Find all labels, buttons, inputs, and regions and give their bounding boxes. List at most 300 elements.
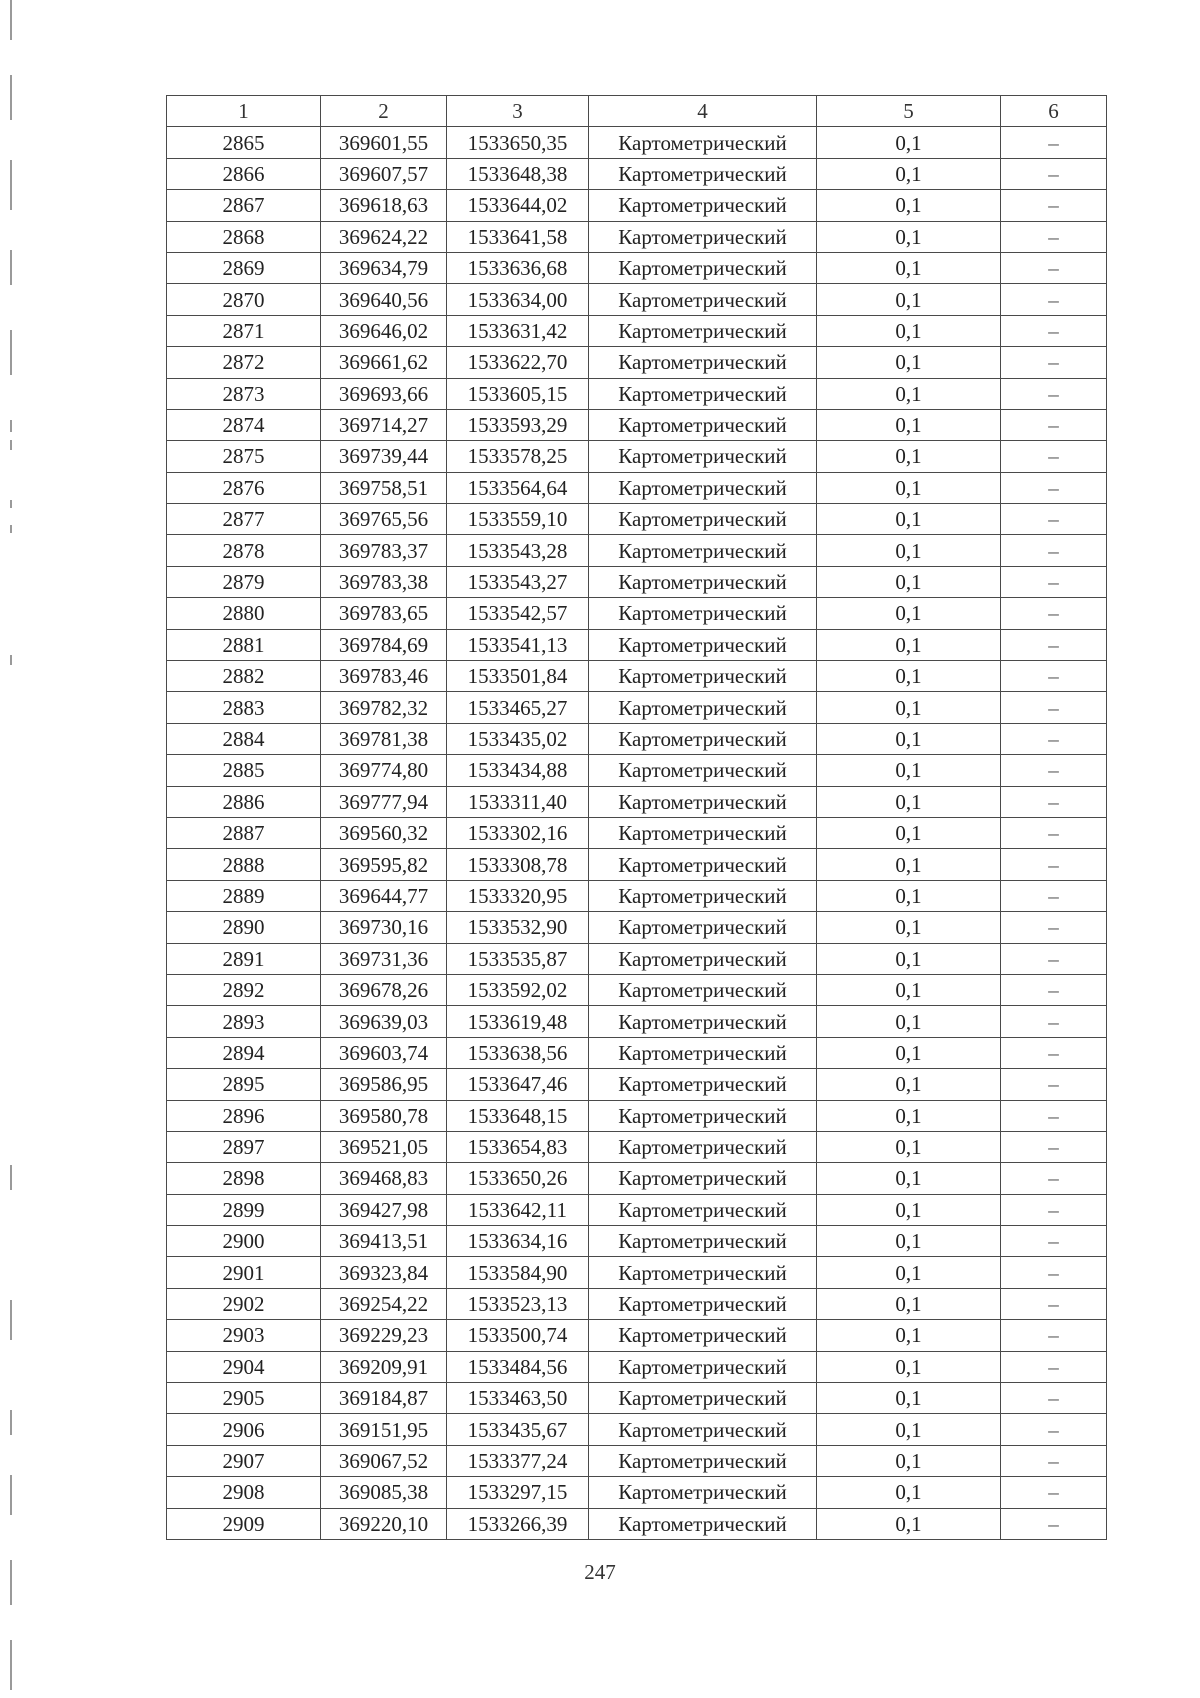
method-cell: Картометрический	[589, 1163, 817, 1194]
table-row	[167, 1069, 1107, 1100]
column-header: 6	[1001, 96, 1107, 127]
table-row	[167, 190, 1107, 221]
point-number-cell: 2906	[167, 1414, 321, 1445]
note-cell: –	[1001, 409, 1107, 440]
note-cell: –	[1001, 912, 1107, 943]
note-cell: –	[1001, 284, 1107, 315]
point-number-cell: 2897	[167, 1131, 321, 1162]
table-row	[167, 755, 1107, 786]
point-number-cell: 2880	[167, 598, 321, 629]
y-coordinate-cell: 1533308,78	[447, 849, 589, 880]
point-number-cell: 2908	[167, 1477, 321, 1508]
table-row	[167, 378, 1107, 409]
method-cell: Картометрический	[589, 409, 817, 440]
method-cell: Картометрический	[589, 1477, 817, 1508]
accuracy-cell: 0,1	[817, 1508, 1001, 1539]
y-coordinate-cell: 1533648,15	[447, 1100, 589, 1131]
point-number-cell: 2879	[167, 566, 321, 597]
method-cell: Картометрический	[589, 1508, 817, 1539]
note-cell: –	[1001, 378, 1107, 409]
table-row	[167, 1006, 1107, 1037]
note-cell: –	[1001, 1288, 1107, 1319]
method-cell: Картометрический	[589, 1257, 817, 1288]
x-coordinate-cell: 369777,94	[321, 786, 447, 817]
y-coordinate-cell: 1533578,25	[447, 441, 589, 472]
point-number-cell: 2869	[167, 252, 321, 283]
x-coordinate-cell: 369714,27	[321, 409, 447, 440]
x-coordinate-cell: 369607,57	[321, 158, 447, 189]
column-header: 3	[447, 96, 589, 127]
table-row	[167, 817, 1107, 848]
note-cell: –	[1001, 535, 1107, 566]
table-row	[167, 943, 1107, 974]
method-cell: Картометрический	[589, 504, 817, 535]
table-row	[167, 252, 1107, 283]
method-cell: Картометрический	[589, 535, 817, 566]
y-coordinate-cell: 1533642,11	[447, 1194, 589, 1225]
accuracy-cell: 0,1	[817, 912, 1001, 943]
table-row	[167, 723, 1107, 754]
accuracy-cell: 0,1	[817, 566, 1001, 597]
y-coordinate-cell: 1533435,02	[447, 723, 589, 754]
point-number-cell: 2887	[167, 817, 321, 848]
accuracy-cell: 0,1	[817, 190, 1001, 221]
note-cell: –	[1001, 221, 1107, 252]
y-coordinate-cell: 1533501,84	[447, 661, 589, 692]
x-coordinate-cell: 369783,65	[321, 598, 447, 629]
accuracy-cell: 0,1	[817, 943, 1001, 974]
table-row	[167, 441, 1107, 472]
accuracy-cell: 0,1	[817, 692, 1001, 723]
point-number-cell: 2899	[167, 1194, 321, 1225]
x-coordinate-cell: 369580,78	[321, 1100, 447, 1131]
point-number-cell: 2892	[167, 974, 321, 1005]
method-cell: Картометрический	[589, 252, 817, 283]
table-row	[167, 1414, 1107, 1445]
page-number: 247	[584, 1560, 616, 1584]
point-number-cell: 2883	[167, 692, 321, 723]
x-coordinate-cell: 369560,32	[321, 817, 447, 848]
y-coordinate-cell: 1533593,29	[447, 409, 589, 440]
table-row	[167, 974, 1107, 1005]
table-row	[167, 1037, 1107, 1068]
table-row	[167, 1445, 1107, 1476]
method-cell: Картометрический	[589, 755, 817, 786]
table-row	[167, 849, 1107, 880]
note-cell: –	[1001, 1069, 1107, 1100]
point-number-cell: 2907	[167, 1445, 321, 1476]
y-coordinate-cell: 1533636,68	[447, 252, 589, 283]
method-cell: Картометрический	[589, 723, 817, 754]
note-cell: –	[1001, 1163, 1107, 1194]
accuracy-cell: 0,1	[817, 786, 1001, 817]
table-row	[167, 1100, 1107, 1131]
table-row	[167, 472, 1107, 503]
point-number-cell: 2909	[167, 1508, 321, 1539]
coordinates-table	[166, 95, 1107, 1540]
x-coordinate-cell: 369731,36	[321, 943, 447, 974]
note-cell: –	[1001, 1414, 1107, 1445]
method-cell: Картометрический	[589, 566, 817, 597]
point-number-cell: 2884	[167, 723, 321, 754]
note-cell: –	[1001, 1226, 1107, 1257]
y-coordinate-cell: 1533559,10	[447, 504, 589, 535]
note-cell: –	[1001, 1508, 1107, 1539]
y-coordinate-cell: 1533266,39	[447, 1508, 589, 1539]
table-row	[167, 1194, 1107, 1225]
accuracy-cell: 0,1	[817, 1445, 1001, 1476]
note-cell: –	[1001, 1320, 1107, 1351]
note-cell: –	[1001, 315, 1107, 346]
y-coordinate-cell: 1533523,13	[447, 1288, 589, 1319]
point-number-cell: 2881	[167, 629, 321, 660]
note-cell: –	[1001, 566, 1107, 597]
y-coordinate-cell: 1533463,50	[447, 1383, 589, 1414]
note-cell: –	[1001, 441, 1107, 472]
method-cell: Картометрический	[589, 1037, 817, 1068]
accuracy-cell: 0,1	[817, 817, 1001, 848]
note-cell: –	[1001, 880, 1107, 911]
method-cell: Картометрический	[589, 1414, 817, 1445]
x-coordinate-cell: 369521,05	[321, 1131, 447, 1162]
y-coordinate-cell: 1533564,64	[447, 472, 589, 503]
point-number-cell: 2903	[167, 1320, 321, 1351]
x-coordinate-cell: 369646,02	[321, 315, 447, 346]
y-coordinate-cell: 1533605,15	[447, 378, 589, 409]
note-cell: –	[1001, 1006, 1107, 1037]
table-row	[167, 504, 1107, 535]
column-header: 1	[167, 96, 321, 127]
y-coordinate-cell: 1533644,02	[447, 190, 589, 221]
method-cell: Картометрический	[589, 378, 817, 409]
point-number-cell: 2867	[167, 190, 321, 221]
point-number-cell: 2900	[167, 1226, 321, 1257]
accuracy-cell: 0,1	[817, 1226, 1001, 1257]
y-coordinate-cell: 1533592,02	[447, 974, 589, 1005]
accuracy-cell: 0,1	[817, 629, 1001, 660]
note-cell: –	[1001, 755, 1107, 786]
method-cell: Картометрический	[589, 1069, 817, 1100]
method-cell: Картометрический	[589, 158, 817, 189]
table-header-row	[167, 96, 1107, 127]
table-body	[167, 127, 1107, 1540]
table-row	[167, 629, 1107, 660]
note-cell: –	[1001, 1037, 1107, 1068]
x-coordinate-cell: 369783,46	[321, 661, 447, 692]
method-cell: Картометрический	[589, 1320, 817, 1351]
table-row	[167, 315, 1107, 346]
x-coordinate-cell: 369784,69	[321, 629, 447, 660]
method-cell: Картометрический	[589, 127, 817, 158]
x-coordinate-cell: 369067,52	[321, 1445, 447, 1476]
accuracy-cell: 0,1	[817, 472, 1001, 503]
accuracy-cell: 0,1	[817, 755, 1001, 786]
accuracy-cell: 0,1	[817, 1383, 1001, 1414]
accuracy-cell: 0,1	[817, 347, 1001, 378]
accuracy-cell: 0,1	[817, 723, 1001, 754]
method-cell: Картометрический	[589, 1288, 817, 1319]
y-coordinate-cell: 1533535,87	[447, 943, 589, 974]
note-cell: –	[1001, 849, 1107, 880]
point-number-cell: 2889	[167, 880, 321, 911]
note-cell: –	[1001, 692, 1107, 723]
note-cell: –	[1001, 504, 1107, 535]
x-coordinate-cell: 369783,38	[321, 566, 447, 597]
note-cell: –	[1001, 190, 1107, 221]
accuracy-cell: 0,1	[817, 409, 1001, 440]
x-coordinate-cell: 369254,22	[321, 1288, 447, 1319]
method-cell: Картометрический	[589, 817, 817, 848]
point-number-cell: 2870	[167, 284, 321, 315]
x-coordinate-cell: 369739,44	[321, 441, 447, 472]
note-cell: –	[1001, 1445, 1107, 1476]
y-coordinate-cell: 1533619,48	[447, 1006, 589, 1037]
point-number-cell: 2866	[167, 158, 321, 189]
point-number-cell: 2871	[167, 315, 321, 346]
note-cell: –	[1001, 817, 1107, 848]
point-number-cell: 2895	[167, 1069, 321, 1100]
y-coordinate-cell: 1533654,83	[447, 1131, 589, 1162]
note-cell: –	[1001, 786, 1107, 817]
accuracy-cell: 0,1	[817, 1414, 1001, 1445]
table-row	[167, 692, 1107, 723]
note-cell: –	[1001, 661, 1107, 692]
point-number-cell: 2891	[167, 943, 321, 974]
y-coordinate-cell: 1533434,88	[447, 755, 589, 786]
y-coordinate-cell: 1533650,35	[447, 127, 589, 158]
table-row	[167, 284, 1107, 315]
point-number-cell: 2902	[167, 1288, 321, 1319]
x-coordinate-cell: 369678,26	[321, 974, 447, 1005]
y-coordinate-cell: 1533622,70	[447, 347, 589, 378]
accuracy-cell: 0,1	[817, 1006, 1001, 1037]
x-coordinate-cell: 369595,82	[321, 849, 447, 880]
method-cell: Картометрический	[589, 1006, 817, 1037]
point-number-cell: 2886	[167, 786, 321, 817]
x-coordinate-cell: 369661,62	[321, 347, 447, 378]
y-coordinate-cell: 1533647,46	[447, 1069, 589, 1100]
accuracy-cell: 0,1	[817, 849, 1001, 880]
x-coordinate-cell: 369765,56	[321, 504, 447, 535]
column-header: 5	[817, 96, 1001, 127]
note-cell: –	[1001, 1383, 1107, 1414]
accuracy-cell: 0,1	[817, 315, 1001, 346]
x-coordinate-cell: 369323,84	[321, 1257, 447, 1288]
accuracy-cell: 0,1	[817, 127, 1001, 158]
point-number-cell: 2901	[167, 1257, 321, 1288]
accuracy-cell: 0,1	[817, 252, 1001, 283]
y-coordinate-cell: 1533311,40	[447, 786, 589, 817]
point-number-cell: 2890	[167, 912, 321, 943]
table-row	[167, 912, 1107, 943]
y-coordinate-cell: 1533634,00	[447, 284, 589, 315]
table-row	[167, 1508, 1107, 1539]
point-number-cell: 2898	[167, 1163, 321, 1194]
x-coordinate-cell: 369413,51	[321, 1226, 447, 1257]
column-header: 2	[321, 96, 447, 127]
method-cell: Картометрический	[589, 284, 817, 315]
x-coordinate-cell: 369586,95	[321, 1069, 447, 1100]
note-cell: –	[1001, 1477, 1107, 1508]
x-coordinate-cell: 369209,91	[321, 1351, 447, 1382]
method-cell: Картометрический	[589, 1226, 817, 1257]
accuracy-cell: 0,1	[817, 1257, 1001, 1288]
method-cell: Картометрический	[589, 472, 817, 503]
y-coordinate-cell: 1533542,57	[447, 598, 589, 629]
x-coordinate-cell: 369603,74	[321, 1037, 447, 1068]
x-coordinate-cell: 369730,16	[321, 912, 447, 943]
x-coordinate-cell: 369693,66	[321, 378, 447, 409]
accuracy-cell: 0,1	[817, 378, 1001, 409]
accuracy-cell: 0,1	[817, 598, 1001, 629]
y-coordinate-cell: 1533634,16	[447, 1226, 589, 1257]
note-cell: –	[1001, 252, 1107, 283]
accuracy-cell: 0,1	[817, 1320, 1001, 1351]
x-coordinate-cell: 369468,83	[321, 1163, 447, 1194]
method-cell: Картометрический	[589, 1194, 817, 1225]
point-number-cell: 2896	[167, 1100, 321, 1131]
method-cell: Картометрический	[589, 786, 817, 817]
table-row	[167, 1288, 1107, 1319]
table-row	[167, 127, 1107, 158]
point-number-cell: 2872	[167, 347, 321, 378]
y-coordinate-cell: 1533435,67	[447, 1414, 589, 1445]
table-row	[167, 535, 1107, 566]
point-number-cell: 2904	[167, 1351, 321, 1382]
scan-edge-artifact	[8, 0, 14, 1698]
note-cell: –	[1001, 472, 1107, 503]
accuracy-cell: 0,1	[817, 1194, 1001, 1225]
note-cell: –	[1001, 1257, 1107, 1288]
x-coordinate-cell: 369624,22	[321, 221, 447, 252]
y-coordinate-cell: 1533377,24	[447, 1445, 589, 1476]
note-cell: –	[1001, 127, 1107, 158]
note-cell: –	[1001, 974, 1107, 1005]
note-cell: –	[1001, 1131, 1107, 1162]
point-number-cell: 2878	[167, 535, 321, 566]
method-cell: Картометрический	[589, 1383, 817, 1414]
table-row	[167, 1131, 1107, 1162]
note-cell: –	[1001, 158, 1107, 189]
accuracy-cell: 0,1	[817, 1351, 1001, 1382]
table-row	[167, 1226, 1107, 1257]
column-header: 4	[589, 96, 817, 127]
point-number-cell: 2876	[167, 472, 321, 503]
y-coordinate-cell: 1533584,90	[447, 1257, 589, 1288]
table-row	[167, 1320, 1107, 1351]
accuracy-cell: 0,1	[817, 661, 1001, 692]
accuracy-cell: 0,1	[817, 1037, 1001, 1068]
method-cell: Картометрический	[589, 221, 817, 252]
method-cell: Картометрический	[589, 441, 817, 472]
accuracy-cell: 0,1	[817, 284, 1001, 315]
table-row	[167, 1257, 1107, 1288]
x-coordinate-cell: 369781,38	[321, 723, 447, 754]
x-coordinate-cell: 369634,79	[321, 252, 447, 283]
x-coordinate-cell: 369229,23	[321, 1320, 447, 1351]
note-cell: –	[1001, 1351, 1107, 1382]
point-number-cell: 2868	[167, 221, 321, 252]
table-row	[167, 1163, 1107, 1194]
x-coordinate-cell: 369639,03	[321, 1006, 447, 1037]
y-coordinate-cell: 1533302,16	[447, 817, 589, 848]
accuracy-cell: 0,1	[817, 1100, 1001, 1131]
note-cell: –	[1001, 723, 1107, 754]
x-coordinate-cell: 369640,56	[321, 284, 447, 315]
accuracy-cell: 0,1	[817, 535, 1001, 566]
x-coordinate-cell: 369601,55	[321, 127, 447, 158]
y-coordinate-cell: 1533650,26	[447, 1163, 589, 1194]
y-coordinate-cell: 1533297,15	[447, 1477, 589, 1508]
y-coordinate-cell: 1533320,95	[447, 880, 589, 911]
method-cell: Картометрический	[589, 315, 817, 346]
accuracy-cell: 0,1	[817, 1069, 1001, 1100]
method-cell: Картометрический	[589, 974, 817, 1005]
method-cell: Картометрический	[589, 347, 817, 378]
point-number-cell: 2875	[167, 441, 321, 472]
y-coordinate-cell: 1533648,38	[447, 158, 589, 189]
point-number-cell: 2894	[167, 1037, 321, 1068]
y-coordinate-cell: 1533532,90	[447, 912, 589, 943]
point-number-cell: 2905	[167, 1383, 321, 1414]
method-cell: Картометрический	[589, 849, 817, 880]
y-coordinate-cell: 1533543,28	[447, 535, 589, 566]
x-coordinate-cell: 369618,63	[321, 190, 447, 221]
accuracy-cell: 0,1	[817, 441, 1001, 472]
table-row	[167, 409, 1107, 440]
note-cell: –	[1001, 347, 1107, 378]
y-coordinate-cell: 1533541,13	[447, 629, 589, 660]
method-cell: Картометрический	[589, 912, 817, 943]
table-row	[167, 221, 1107, 252]
table-row	[167, 1351, 1107, 1382]
accuracy-cell: 0,1	[817, 221, 1001, 252]
table-row	[167, 566, 1107, 597]
note-cell: –	[1001, 1100, 1107, 1131]
accuracy-cell: 0,1	[817, 1477, 1001, 1508]
table-row	[167, 158, 1107, 189]
table-row	[167, 347, 1107, 378]
accuracy-cell: 0,1	[817, 1131, 1001, 1162]
table-row	[167, 880, 1107, 911]
point-number-cell: 2877	[167, 504, 321, 535]
x-coordinate-cell: 369782,32	[321, 692, 447, 723]
table-row	[167, 1477, 1107, 1508]
y-coordinate-cell: 1533543,27	[447, 566, 589, 597]
x-coordinate-cell: 369758,51	[321, 472, 447, 503]
method-cell: Картометрический	[589, 1351, 817, 1382]
x-coordinate-cell: 369220,10	[321, 1508, 447, 1539]
method-cell: Картометрический	[589, 1445, 817, 1476]
method-cell: Картометрический	[589, 661, 817, 692]
table-row	[167, 1383, 1107, 1414]
x-coordinate-cell: 369783,37	[321, 535, 447, 566]
table-row	[167, 598, 1107, 629]
point-number-cell: 2865	[167, 127, 321, 158]
accuracy-cell: 0,1	[817, 504, 1001, 535]
point-number-cell: 2885	[167, 755, 321, 786]
y-coordinate-cell: 1533638,56	[447, 1037, 589, 1068]
accuracy-cell: 0,1	[817, 974, 1001, 1005]
method-cell: Картометрический	[589, 190, 817, 221]
point-number-cell: 2893	[167, 1006, 321, 1037]
x-coordinate-cell: 369774,80	[321, 755, 447, 786]
method-cell: Картометрический	[589, 629, 817, 660]
x-coordinate-cell: 369184,87	[321, 1383, 447, 1414]
accuracy-cell: 0,1	[817, 1288, 1001, 1319]
note-cell: –	[1001, 943, 1107, 974]
x-coordinate-cell: 369427,98	[321, 1194, 447, 1225]
